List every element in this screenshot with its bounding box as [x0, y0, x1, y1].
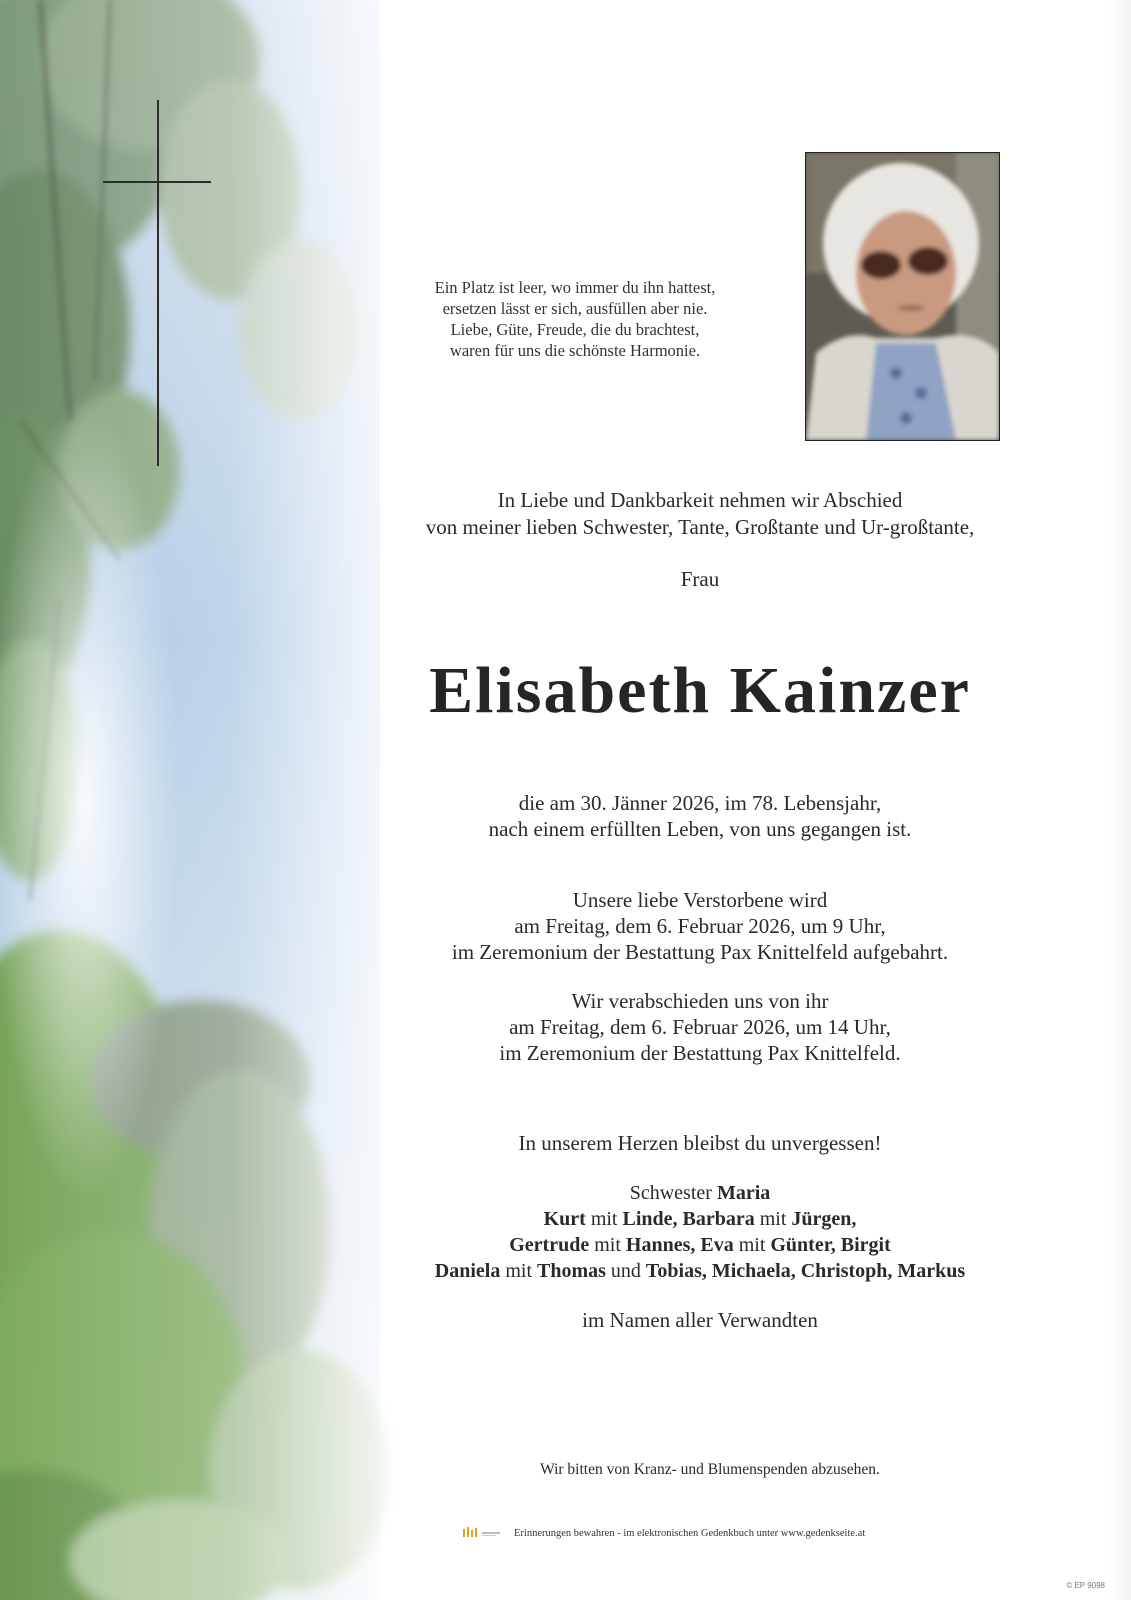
farewell-line: am Freitag, dem 6. Februar 2026, um 14 Uhr, [509, 1015, 891, 1039]
deceased-name: Elisabeth Kainzer [429, 654, 971, 727]
mourner-name: Günter, Birgit [770, 1234, 891, 1256]
mourner-text: mit [585, 1208, 623, 1230]
mourners-line [360, 1180, 1040, 1206]
footer-text: Erinnerungen bewahren - im elektronischen Gedenkbuch unter www.gedenkseite.at [514, 1527, 866, 1539]
viewing-line: am Freitag, dem 6. Februar 2026, um 9 Uhr, [514, 914, 886, 938]
mourner-name: Hannes, Eva [625, 1234, 734, 1256]
cross-icon-horizontal [103, 181, 211, 183]
mourner-text: mit [733, 1234, 771, 1256]
farewell-line: im Zeremonium der Bestattung Pax Knittelfeld. [499, 1041, 901, 1065]
mourner-name: Daniela [434, 1260, 501, 1282]
remembrance-line: In unserem Herzen bleibst du unvergessen! [518, 1131, 882, 1155]
mourners-list [360, 1180, 1040, 1284]
cross-icon-vertical [157, 100, 159, 466]
farewell-details [380, 988, 1020, 1066]
death-notice-line: nach einem erfüllten Leben, von uns gegangen ist. [488, 817, 912, 841]
portrait-photo [805, 152, 1000, 441]
poem-line: waren für uns die schönste Harmonie. [449, 341, 701, 360]
mourner-text: mit [500, 1260, 537, 1282]
mourner-name: Maria [716, 1182, 771, 1204]
mourner-name: Thomas [537, 1260, 606, 1282]
farewell-intro [380, 487, 1020, 541]
poem-line: Liebe, Güte, Freude, die du brachtest, [450, 320, 700, 339]
death-notice-line: die am 30. Jänner 2026, im 78. Lebensjahr, [518, 791, 882, 815]
mourner-name: Linde, Barbara [622, 1208, 755, 1230]
death-notice [380, 790, 1020, 842]
intro-line: In Liebe und Dankbarkeit nehmen wir Abschied [497, 488, 903, 512]
memorial-poem [400, 277, 750, 361]
page-edge-shadow [1109, 0, 1131, 1600]
mourners-line [360, 1232, 1040, 1258]
mourner-text: und [605, 1260, 646, 1282]
flowers-request: Wir bitten von Kranz- und Blumenspenden abzusehen. [540, 1461, 880, 1478]
poem-line: ersetzen lässt er sich, ausfüllen aber nie. [442, 299, 708, 318]
mourner-name: Jürgen, [791, 1208, 857, 1230]
viewing-details [380, 887, 1020, 965]
mourner-text: Schwester [629, 1182, 717, 1204]
memorial-logo-icon [462, 1526, 504, 1540]
mourner-text: mit [754, 1208, 792, 1230]
relatives-signature: im Namen aller Verwandten [582, 1308, 818, 1332]
mourners-line [360, 1206, 1040, 1232]
mourner-name: Tobias, Michaela, Christoph, Markus [645, 1260, 966, 1282]
document-code: © EP 9098 [1066, 1581, 1105, 1590]
mourner-name: Gertrude [509, 1234, 590, 1256]
mourner-name: Kurt [543, 1208, 586, 1230]
mourner-text: mit [589, 1234, 626, 1256]
poem-line: Ein Platz ist leer, wo immer du ihn hattest, [434, 278, 716, 297]
viewing-line: im Zeremonium der Bestattung Pax Knittelfeld aufgebahrt. [451, 940, 949, 964]
intro-line: von meiner lieben Schwester, Tante, Großtante und Ur-großtante, [425, 515, 975, 539]
mourners-line [360, 1258, 1040, 1284]
viewing-line: Unsere liebe Verstorbene wird [572, 888, 828, 912]
farewell-line: Wir verabschieden uns von ihr [571, 989, 829, 1013]
footer [462, 1526, 865, 1540]
salutation: Frau [680, 567, 720, 591]
